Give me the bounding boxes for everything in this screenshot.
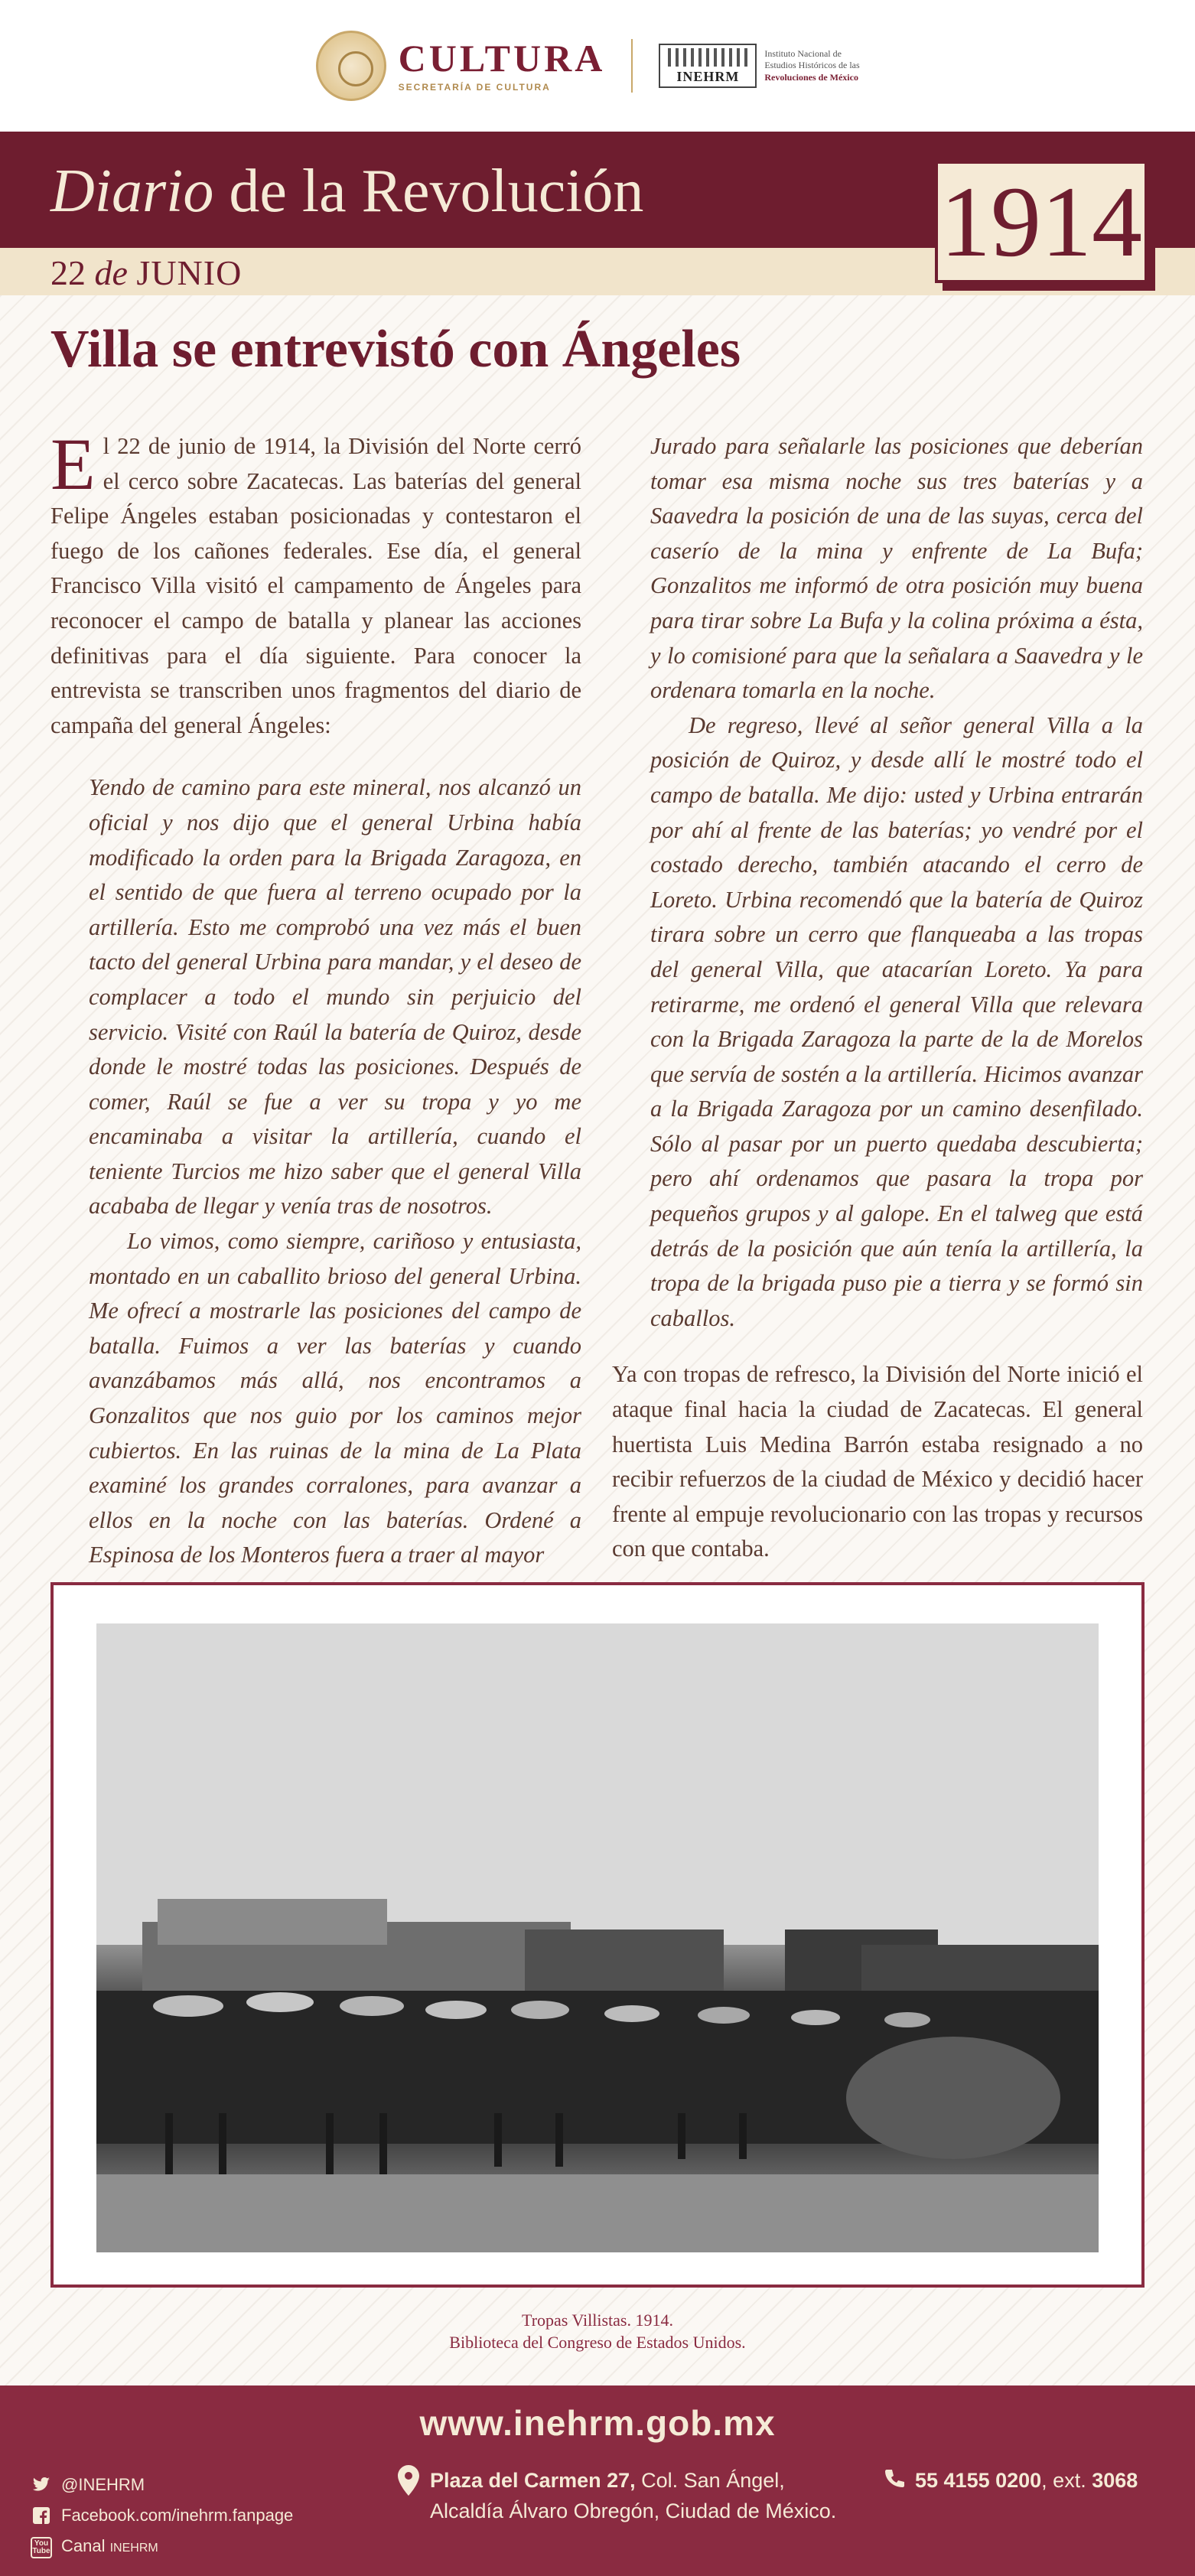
phone-icon xyxy=(883,2465,904,2496)
article-column-right xyxy=(612,429,1143,1567)
website-link[interactable]: www.inehrm.gob.mx xyxy=(419,2403,776,2443)
social-links xyxy=(31,2470,293,2564)
logo-bar xyxy=(0,0,1195,132)
photo-caption xyxy=(0,2309,1195,2353)
series-title: Diario de la Revolución xyxy=(50,158,644,225)
youtube-icon: You Tube xyxy=(31,2537,52,2558)
footer xyxy=(0,2385,1195,2576)
facebook-link[interactable]: Facebook.com/inehrm.fanpage xyxy=(31,2500,293,2531)
address-block: Plaza del Carmen 27, Col. San Ángel, Alcaldía Álvaro Obregón, Ciudad de México. xyxy=(398,2465,836,2526)
inehrm-abbr: INEHRM xyxy=(676,69,740,84)
inehrm-building-icon xyxy=(659,44,757,88)
inehrm-logo[interactable] xyxy=(659,44,879,88)
quote-paragraph-4: De regreso, llevé al señor general Villa a la posición de Quiroz, y desde allí le mostré todo el campo de batalla. Me dijo: usted y Urbina entrarán por ahí al frente de las baterías; yo vendré por el costado derecho, también atacando el cerro de Loreto. Urbina recomendó que la batería de Quiroz tirara sobre un cerro que flanqueaba a las tropas del general Villa, que atacarían Loreto. Ya para retirarme, me ordenó el general Villa que relevara con la Brigada Zaragoza la parte de la de Morelos que servía de sostén a la artillería. Hicimos avanzar a la Brigada Zaragoza por un camino desenfilado. Sólo al pasar por un puerto quedaba descubierta; pero ahí ordenamos que pasara la tropa por pequeños grupos y al galope. En el talweg que está detrás de la posición que aún tenía la artillería, la tropa de la brigada puso pie a tierra y se formó sin caballos. xyxy=(650,712,1143,1331)
inehrm-full-name: Instituto Nacional de Estudios Históricos de las Revoluciones de México xyxy=(764,47,860,83)
quote-paragraph-2: Lo vimos, como siempre, cariñoso y entusiasta, montado en un caballito brioso del general Urbina. Me ofrecí a mostrarle las posiciones del campo de batalla. Fuimos a ver las baterías y cuando avanzábamos más allá, nos encontramos a Gonzalitos que nos guio por los caminos mejor cubiertos. En las ruinas de la mina de La Plata examiné los grandes corralones, para avanzar a ellos en la noche con las baterías. Ordené a Espinosa de los Monteros fuera a traer al mayor xyxy=(89,1228,581,1568)
twitter-icon xyxy=(31,2474,52,2496)
national-seal-icon xyxy=(316,31,386,101)
article-column-left xyxy=(50,423,581,1573)
article-headline: Villa se entrevistó con Ángeles xyxy=(50,320,741,379)
cultura-name: CULTURA xyxy=(398,37,606,80)
cultura-subtitle: SECRETARÍA DE CULTURA xyxy=(398,82,551,93)
photo-frame xyxy=(50,1582,1145,2288)
year-badge xyxy=(935,161,1148,283)
quote-paragraph-3: Jurado para señalarle las posiciones que deberían tomar esa misma noche sus tres baterías y a Saavedra la posición de una de las suyas, cerca del caserío de la mina y enfrente de La Bufa; Gonzalitos me informó de otra posición muy buena para tirar sobre La Bufa y la colina próxima a ésta, y lo comisioné para que la señalara a Saavedra y le ordenara tomarla en la noche. xyxy=(650,433,1143,704)
year-text: 1914 xyxy=(940,165,1142,278)
caption-source: Biblioteca del Congreso de Estados Unidos. xyxy=(449,2333,746,2352)
cultura-logo[interactable] xyxy=(316,31,606,101)
phone-block[interactable]: 55 4155 0200, ext. 3068 xyxy=(883,2465,1138,2496)
quote-paragraph-1: Yendo de camino para este mineral, nos alcanzó un oficial y nos dijo que el general Urbina había modificado la orden para la Brigada Zaragoza, en el sentido de que fuera al terreno ocupado por la artillería. Esto me comprobó una vez más el buen tacto del general Urbina para mandar, y el deseo de complacer a todo el mundo sin perjuicio del servicio. Visité con Raúl la batería de Quiroz, desde donde le mostré todas las posiciones. Después de comer, Raúl se fue a ver su tropa y yo me encaminaba a visitar la artillería, cuando el teniente Turcios me hizo saber que el general Villa acababa de llegar y venía tras de nosotros. xyxy=(89,774,581,1220)
date-label: 22 de JUNIO xyxy=(50,253,243,292)
twitter-link[interactable]: @INEHRM xyxy=(31,2470,293,2500)
intro-paragraph: El 22 de junio de 1914, la División del Norte cerró el cerco sobre Zacatecas. Las baterías del general Felipe Ángeles estaban posicionadas y contestaron el fuego de los cañones federales. Ese día, el general Francisco Villa visitó el campamento de Ángeles para reconocer el campo de batalla y planear las acciones definitivas para el día siguiente. Para conocer la entrevista se transcriben unos fragmentos del diario de campaña del general Ángeles: xyxy=(50,423,581,738)
location-pin-icon xyxy=(398,2465,419,2496)
closing-paragraph: Ya con tropas de refresco, la División del Norte inició el ataque final hacia la ciudad de Zacatecas. El general huertista Luis Medina Barrón estaba resignado a no recibir refuerzos de la ciudad de México y decidió hacer frente al empuje revolucionario con las tropas y recursos con que contaba. xyxy=(612,1361,1143,1562)
youtube-link[interactable]: You Tube Canal INEHRM xyxy=(31,2531,293,2564)
caption-title: Tropas Villistas. 1914. xyxy=(522,2311,673,2330)
logo-divider xyxy=(631,39,633,93)
historic-photo xyxy=(96,1623,1099,2252)
drop-cap: E xyxy=(50,423,96,505)
facebook-icon xyxy=(31,2505,52,2526)
